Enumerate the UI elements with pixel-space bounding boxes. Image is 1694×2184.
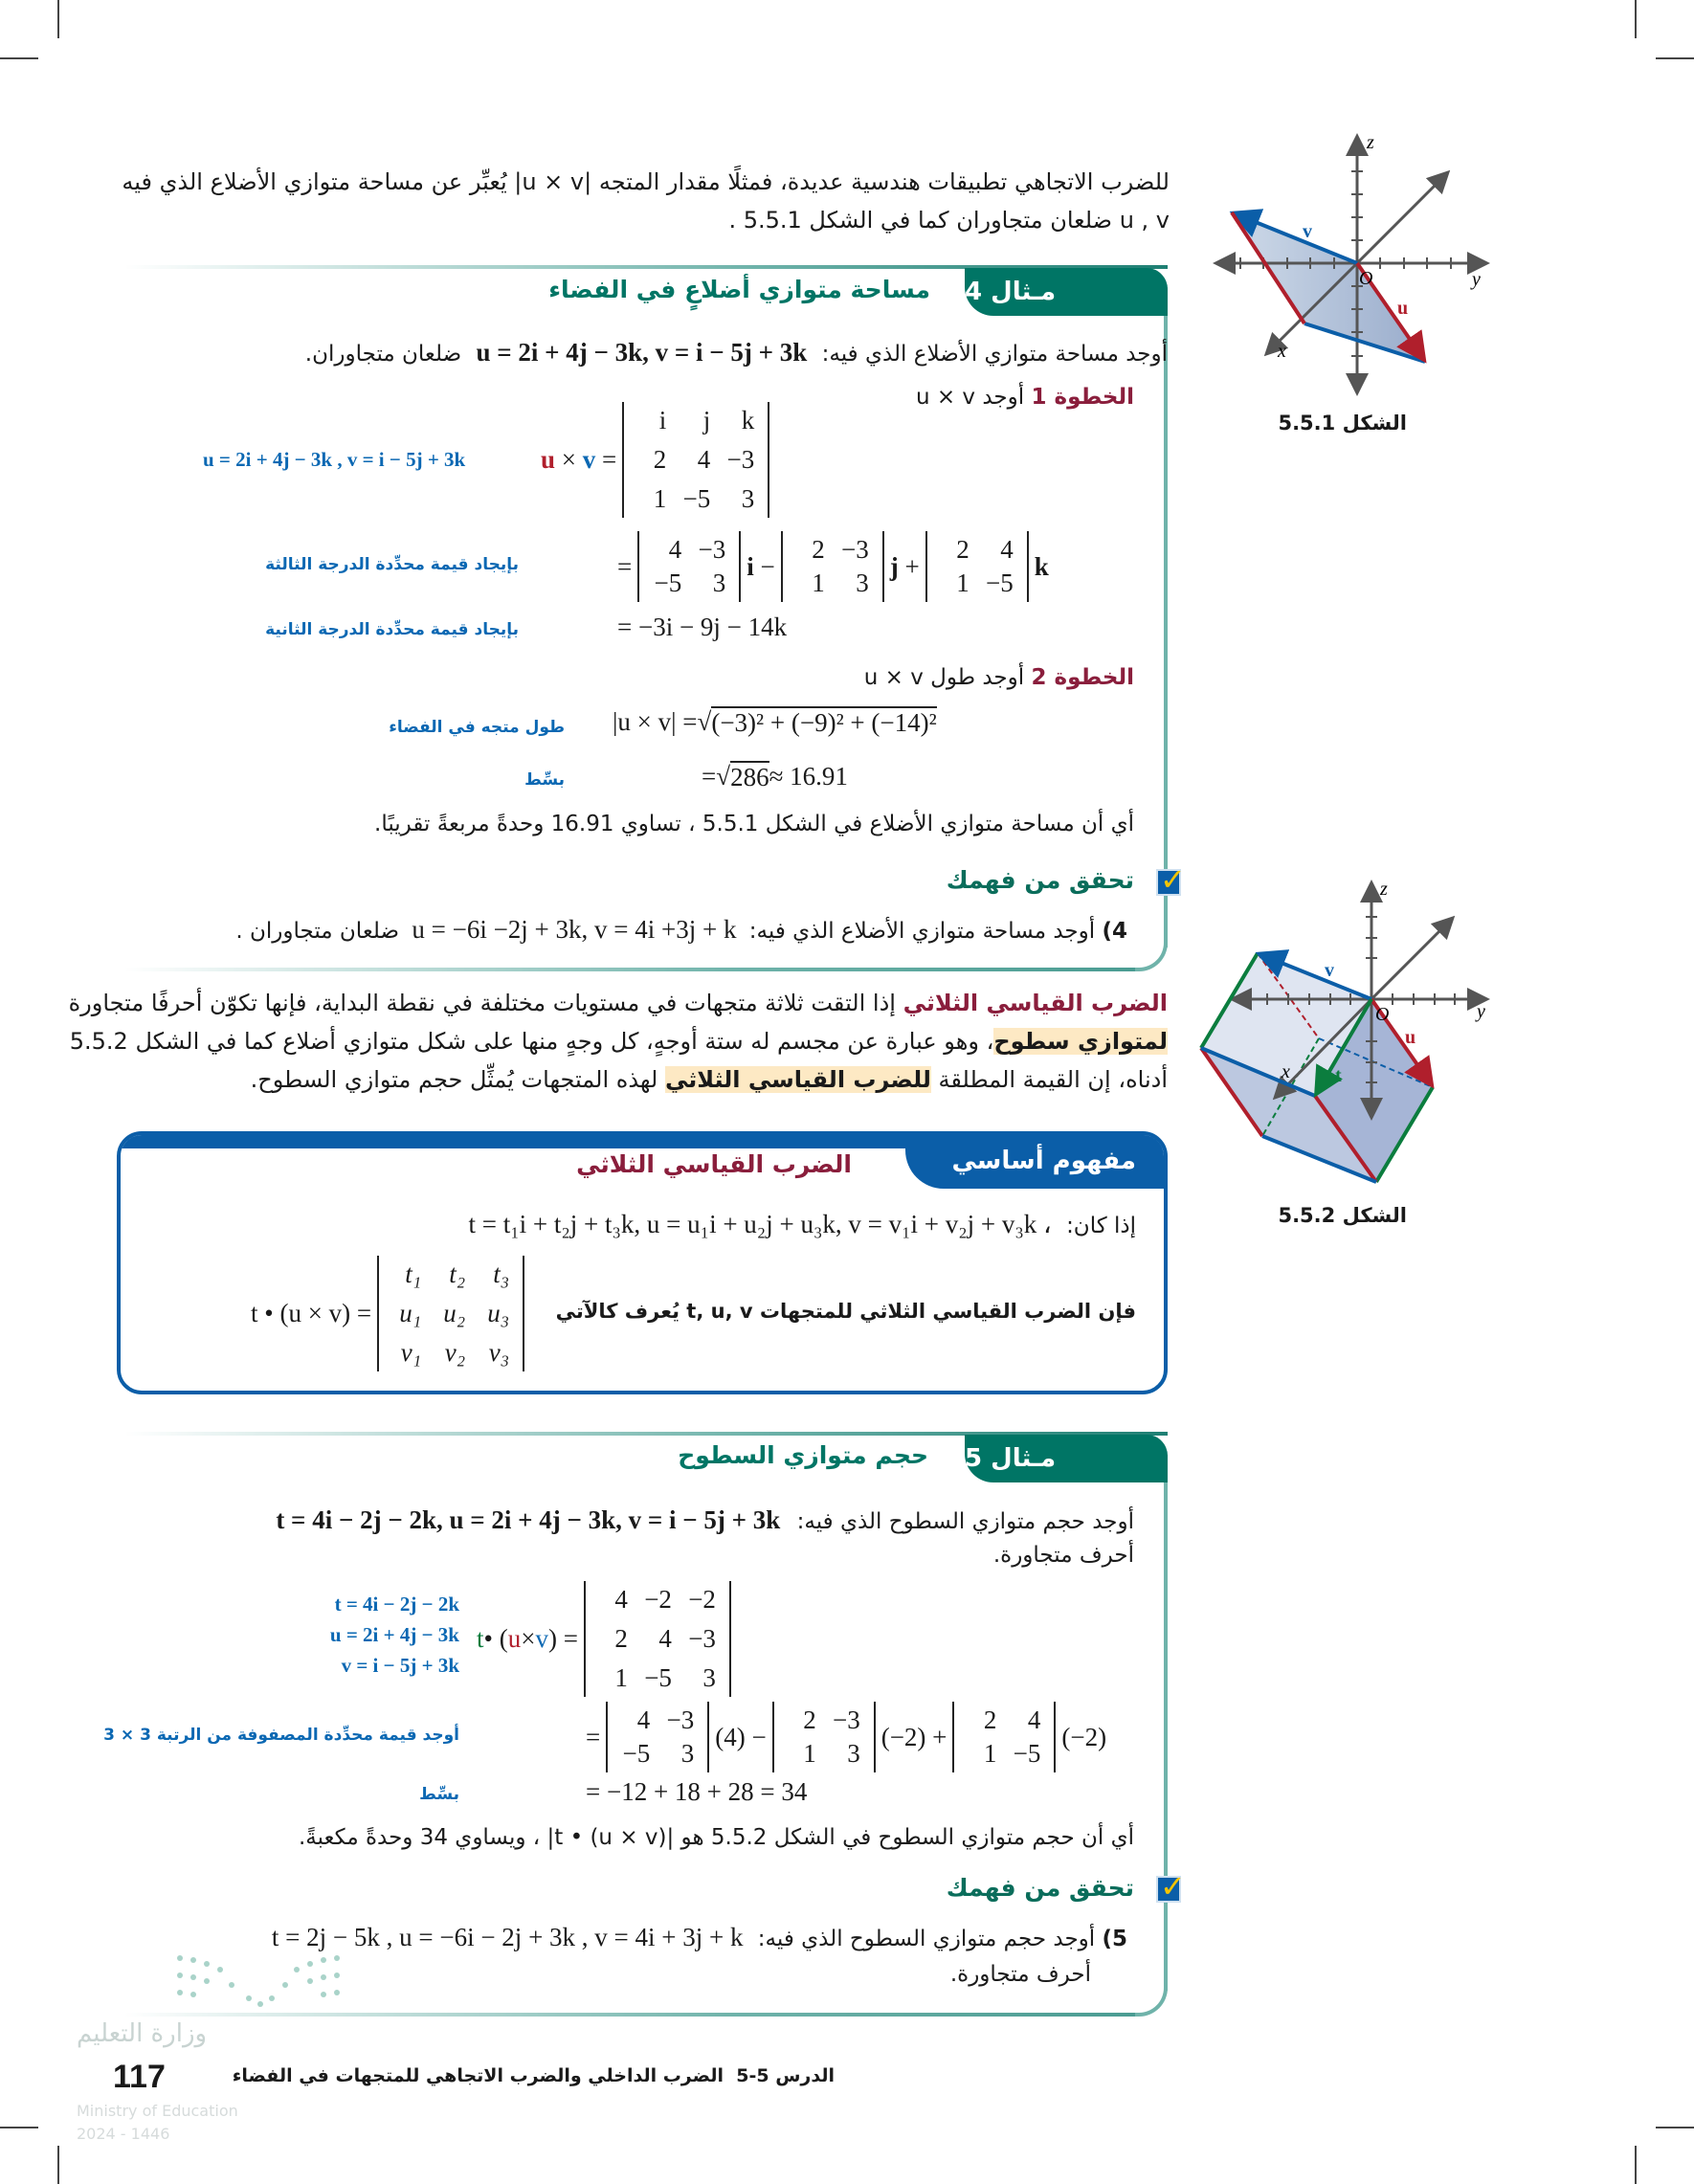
det-cell: −5 [622, 1739, 651, 1768]
crop-mark [0, 57, 38, 59]
det-cell: 3 [680, 1739, 695, 1768]
figure-5-5-2 [1196, 861, 1522, 1196]
vector-label-v: v [1325, 960, 1334, 981]
det-cell: t₂ [449, 1259, 466, 1288]
triple-product-formula: t • (u × v) = t₁ t₂ t₃ u₁ u₂ u₃ v₁ v₂ v₃ [251, 1256, 530, 1371]
det-cell: 2 [614, 1624, 628, 1653]
det-cell: 1 [812, 568, 825, 597]
det-cell: 2 [812, 535, 825, 564]
axis-label-x: x [1282, 1061, 1290, 1082]
note-simplify: بسِّط [419, 1785, 459, 1804]
det-cell: 1 [653, 484, 667, 513]
det-cell: −3 [726, 445, 755, 474]
key-concept-if: إذا كان: t = t₁i + t₂j + t₃k, u = u₁i + u₂j + u₃k, v = v₁i + v₂j + v₃k ، [468, 1210, 1136, 1238]
det-cell: 2 [653, 445, 667, 474]
figure-5-5-2-caption: الشكل 5.5.2 [1278, 1204, 1407, 1227]
intro-line-2: u , v ضلعان متجاوران كما في الشكل 5.5.1 . [728, 207, 1170, 234]
crop-mark [0, 2127, 38, 2128]
page-number: 117 [113, 2059, 166, 2095]
det-cell: −5 [682, 484, 711, 513]
given-t: t = 4i − 2j − 2k [334, 1593, 459, 1616]
determinant-3x3 [622, 402, 769, 518]
example-5-frame-bottom [124, 2013, 1139, 2017]
cofactor-expansion: = 4 −3 −5 3 i − 2 −3 1 3 j + 2 4 1 −5 k [617, 531, 1049, 602]
edition-year: 2024 - 1446 [77, 2125, 170, 2143]
example-5-frame-side [1164, 1455, 1168, 1991]
axis-label-z: z [1367, 132, 1374, 153]
det-cell: 3 [712, 568, 726, 597]
figure-5-5-1-caption: الشكل 5.5.1 [1278, 412, 1407, 435]
det-cell: 4 [697, 445, 711, 474]
note-second-order: بإيجاد قيمة محدِّدة الدرجة الثانية [265, 620, 519, 639]
det-cell: −2 [644, 1585, 672, 1614]
determinant-3x3 [584, 1581, 731, 1697]
example-4-frame-bottom [124, 968, 1139, 971]
det-cell: t₃ [493, 1259, 510, 1288]
exercise-5: 5) أوجد حجم متوازي السطوح الذي فيه: t = 2j − 5k , u = −6i − 2j + 3k , v = 4i + 3j + k [271, 1923, 1127, 1951]
crop-mark [57, 0, 59, 38]
det-cell: v₁ [400, 1338, 422, 1367]
determinant-3x3 [377, 1256, 524, 1371]
det-cell: 3 [702, 1663, 716, 1692]
det-cell: −3 [698, 535, 726, 564]
note-3x3: أوجد قيمة محدِّدة المصفوفة من الرتبة 3 × 3 [103, 1726, 459, 1745]
example-5-problem-line-2: أحرف متجاورة. [992, 1543, 1134, 1568]
example-5-title: حجم متوازي السطوح [678, 1441, 928, 1469]
triple-product-line-2: لمتوازي سطوح، وهو عبارة عن مجسم له ستة أوجهٍ، كل وجهٍ منها على شكل متوازي أضلاع كما في الشكل 5.5.2 [69, 1028, 1168, 1055]
triple-product-line-3: أدناه، إن القيمة المطلقة للضرب القياسي الثلاثي لهذه المتجهات يُمثِّل حجم متوازي السطوح. [250, 1066, 1168, 1093]
origin-label: O [1359, 268, 1373, 289]
det-cell: −3 [841, 535, 869, 564]
example-5-conclusion: أي أن حجم متوازي السطوح في الشكل 5.5.2 هو |t • (u × v)| ، ويساوي 34 وحدةً مكعبةً. [298, 1825, 1134, 1850]
minor-2 [772, 1702, 876, 1772]
det-cell: 3 [847, 1739, 860, 1768]
ministry-logo [172, 1952, 345, 2010]
example-4-frame-side [1164, 287, 1168, 947]
frame-corner [1135, 1983, 1168, 2017]
axis-label-z: z [1380, 879, 1388, 900]
det-cell: −2 [688, 1585, 716, 1614]
key-concept-tab: مفهوم أساسي [951, 1147, 1136, 1175]
minor-j [781, 531, 884, 602]
example-4-tab: مـثال 4 [965, 268, 1168, 316]
note-vector-length: طول متجه في الفضاء [389, 718, 565, 737]
det-cell: −5 [654, 568, 682, 597]
check-icon [1156, 869, 1181, 896]
crop-mark [57, 2146, 59, 2184]
minor-i [637, 531, 741, 602]
det-cell: −3 [688, 1624, 716, 1653]
example-5-problem: أوجد حجم متوازي السطوح الذي فيه: t = 4i − 2j − 2k, u = 2i + 4j − 3k, v = i − 5j + 3k [276, 1505, 1134, 1534]
det-cell: −3 [832, 1705, 860, 1734]
det-cell: 4 [636, 1705, 651, 1734]
det-cell: v₃ [488, 1338, 510, 1367]
exercise-4: 4) أوجد مساحة متوازي الأضلاع الذي فيه: u = −6i −2j + 3k, v = 4i +3j + k ضلعان متجاوران . [235, 915, 1127, 944]
det-cell: k [741, 406, 755, 435]
check-understanding-title: تحقق من فهمك [946, 866, 1134, 894]
given-vectors [287, 1589, 459, 1681]
vector-label-u: u [1397, 298, 1409, 319]
det-cell: −5 [985, 568, 1014, 597]
ministry-name-en: Ministry of Education [77, 2102, 238, 2120]
det-cell: 3 [856, 568, 869, 597]
frame-corner [1135, 938, 1168, 971]
crop-mark [1635, 2146, 1637, 2184]
det-cell: 1 [803, 1739, 816, 1768]
origin-label: O [1375, 1004, 1390, 1025]
magnitude-result: = √ 286 ≈ 16.91 [702, 762, 848, 791]
exercise-5-line-2: أحرف متجاورة. [949, 1962, 1091, 1987]
det-cell: 1 [956, 568, 970, 597]
cross-product-result: = −3i − 9j − 14k [617, 613, 788, 641]
vector-label-t: t [1335, 1065, 1342, 1086]
det-cell: −5 [644, 1663, 672, 1692]
volume-result: = −12 + 18 + 28 = 34 [586, 1777, 808, 1806]
axis-label-y: y [1472, 269, 1481, 290]
det-cell: 4 [614, 1585, 628, 1614]
example-4-title: مساحة متوازي أضلاعٍ في الفضاء [548, 276, 930, 303]
det-cell: 3 [741, 484, 755, 513]
det-cell: 1 [614, 1663, 628, 1692]
det-cell: t₁ [405, 1259, 422, 1288]
triple-product-line-1: الضرب القياسي الثلاثي إذا التقت ثلاثة متجهات في مستويات مختلفة في نقطة البداية، فإنها تكوّن أحرفًا متجاورة [68, 990, 1168, 1016]
example-4-step-2: الخطوة 2 أوجد طول u × v [863, 665, 1134, 690]
det-cell: 4 [658, 1624, 672, 1653]
minor-3 [952, 1702, 1056, 1772]
cross-product-determinant: u × v = i j k 2 4 −3 1 −5 3 [541, 402, 775, 518]
key-concept-title: الضرب القياسي الثلاثي [576, 1150, 852, 1178]
det-cell: −5 [1013, 1739, 1041, 1768]
crop-mark [1656, 57, 1694, 59]
check-icon [1156, 1876, 1181, 1903]
intro-line-1: للضرب الاتجاهي تطبيقات هندسية عديدة، فمثلًا مقدار المتجه |u × v| يُعبِّر عن مساحة متوازي الأضلاع الذي فيه [122, 168, 1170, 195]
det-cell: v₂ [444, 1338, 466, 1367]
det-cell: 2 [983, 1705, 997, 1734]
ministry-name: وزارة التعليم [77, 2019, 208, 2048]
vector-label-u: u [1405, 1027, 1416, 1048]
footer-lesson: الدرس 5-5 الضرب الداخلي والضرب الاتجاهي للمتجهات في الفضاء [232, 2065, 835, 2086]
given-vectors: u = 2i + 4j − 3k , v = i − 5j + 3k [203, 448, 466, 471]
example-4-problem: أوجد مساحة متوازي الأضلاع الذي فيه: u = 2i + 4j − 3k, v = i − 5j + 3k ضلعان متجاوران. [304, 338, 1168, 367]
example-4-conclusion: أي أن مساحة متوازي الأضلاع في الشكل 5.5.1 ، تساوي 16.91 وحدةً مربعةً تقريبًا. [374, 812, 1134, 836]
minor-1 [606, 1702, 709, 1772]
det-cell: 4 [1000, 535, 1014, 564]
volume-expansion: = 4 −3 −5 3 (4) − 2 −3 1 3 (−2) + 2 4 1 −5 (−2) [586, 1702, 1106, 1772]
axis-label-x: x [1278, 341, 1286, 362]
example-5-tab: مـثال 5 [965, 1435, 1168, 1482]
volume-determinant: t • ( u × v ) = 4 −2 −2 2 4 −3 1 −5 3 [477, 1581, 737, 1697]
minor-k [925, 531, 1029, 602]
axis-label-y: y [1477, 1001, 1485, 1022]
note-simplify: بسِّط [524, 770, 565, 790]
vector-label-v: v [1303, 221, 1312, 242]
det-cell: j [702, 406, 711, 435]
det-cell: 1 [983, 1739, 997, 1768]
given-v: v = i − 5j + 3k [341, 1654, 459, 1677]
check-understanding-title: تحقق من فهمك [946, 1874, 1134, 1902]
given-u: u = 2i + 4j − 3k [329, 1623, 459, 1646]
det-cell: 4 [1027, 1705, 1041, 1734]
parallelogram [1232, 212, 1425, 362]
det-cell: 2 [956, 535, 970, 564]
det-cell: u₃ [487, 1299, 510, 1327]
crop-mark [1635, 0, 1637, 38]
det-cell: i [658, 406, 667, 435]
det-cell: u₁ [399, 1299, 422, 1327]
det-cell: 4 [668, 535, 682, 564]
det-cell: −3 [666, 1705, 695, 1734]
note-third-order: بإيجاد قيمة محدِّدة الدرجة الثالثة [265, 555, 519, 574]
crop-mark [1656, 2127, 1694, 2128]
key-concept-then: فإن الضرب القياسي الثلاثي للمتجهات t, u, v يُعرف كالآتي [555, 1300, 1136, 1323]
magnitude-formula: |u × v| = √ (−3)² + (−9)² + (−14)² [613, 707, 937, 737]
det-cell: u₂ [443, 1299, 466, 1327]
example-4-step-1: الخطوة 1 أوجد u × v [915, 385, 1134, 410]
figure-5-5-1 [1196, 115, 1522, 450]
det-cell: 2 [803, 1705, 816, 1734]
